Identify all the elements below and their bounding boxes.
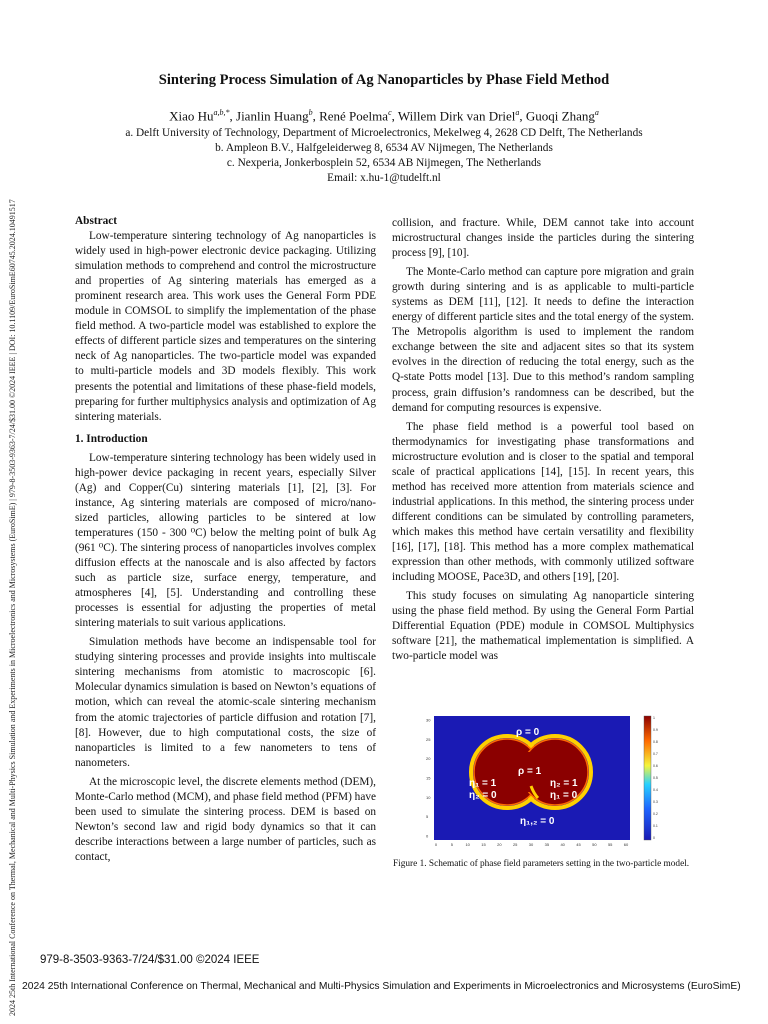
x-tick-label: 40 xyxy=(560,842,565,847)
right-column xyxy=(392,216,694,664)
label-eta-right-1: η₂ = 1 xyxy=(550,778,578,789)
x-tick-label: 45 xyxy=(576,842,581,847)
side-doi-text: 2024 25th International Conference on Thermal, Mechanical and Multi-Physics Simulation and Experiments in Microelectronics and Microsystems (EuroSimE) | 979-8-3503-9363-7/24/$31.00 ©2024 IEEE | DOI: 10.1109/EuroSimE60745.2024.10491517 xyxy=(8,199,17,1016)
y-tick-label: 0 xyxy=(426,833,429,839)
author-list xyxy=(40,108,728,124)
x-tick-label: 55 xyxy=(607,842,613,847)
x-axis-ticks xyxy=(435,842,629,847)
affiliation-a: a. Delft University of Technology, Department of Microelectronics, Mekelweg 4, 2628 CD Delft, The Netherlands xyxy=(125,127,643,139)
author-affil-sup: a xyxy=(515,108,520,117)
x-tick-label: 25 xyxy=(512,842,518,847)
author-separator: , xyxy=(519,108,526,124)
y-tick-label: 15 xyxy=(426,775,431,781)
body-paragraph: At the microscopic level, the discrete elements method (DEM), Monte-Carlo method (MCM), and phase field method (PFM) have been used to simulate the sintering process. DEM is based on Newton’s second law and rigid body dynamics so that it can describe interactions between a large number of particles, such as contact, xyxy=(75,775,376,863)
colorbar-ticks xyxy=(653,716,658,840)
body-paragraph-continued: collision, and fracture. While, DEM cannot take into account microstructural changes inside the particles during the sintering process [9], [10]. xyxy=(392,217,694,260)
colorbar-tick-label: 0 xyxy=(653,836,655,840)
label-eta-right-2: η₁ = 0 xyxy=(550,790,578,801)
label-rho-1: ρ = 1 xyxy=(518,766,542,777)
author-affil-sup: a xyxy=(594,108,599,117)
label-eta-background: η₁,₂ = 0 xyxy=(520,816,555,827)
x-tick-label: 60 xyxy=(623,842,629,847)
y-tick-label: 10 xyxy=(426,794,431,800)
author-separator: , xyxy=(391,108,398,124)
author-affil-sup: b xyxy=(308,108,313,117)
x-tick-label: 20 xyxy=(497,842,502,847)
author-name: René Poelma xyxy=(319,108,389,124)
x-tick-label: 15 xyxy=(481,842,486,847)
author-email: Email: x.hu-1@tudelft.nl xyxy=(327,172,441,184)
y-tick-label: 20 xyxy=(426,756,431,762)
figure-caption: Figure 1. Schematic of phase field parameters setting in the two-particle model. xyxy=(393,859,690,869)
label-eta-left-1: η₁ = 1 xyxy=(469,778,497,789)
figure-phase-field-schematic xyxy=(424,712,664,852)
colorbar-tick-label: 0.4 xyxy=(653,788,658,792)
body-paragraph: Simulation methods have become an indispensable tool for studying sintering processes and provide insights into multiscale sintering mechanisms from atomistic to macroscopic [6]. Molecular dynamics simulation is based on Newton’s equations of motion, which can reveal the atomic-scale sintering mechanism from the atomic trajectories of particle diffusion and rotation [7], [8]. However, due to high computational costs, the size of nanoparticles is limited to a few nanometers to tens of nanometers. xyxy=(75,636,376,769)
x-tick-label: 35 xyxy=(544,842,550,847)
colorbar-tick-label: 0.5 xyxy=(653,776,658,780)
abstract-text: Low-temperature sintering technology of Ag nanoparticles is widely used in high-power electronic device packaging. Utilizing simulation methods to comprehend and control the microstructure and properties of Ag sintering materials has emerged as a prominent research area. This work uses the General Form PDE module in COMSOL to simplify the implementation of the phase field method. A two-particle model was established to explore the effects of different particle sizes and temperatures on the sintering neck of Ag nanoparticles. The two-particle model was expanded to multi-particle models and 3D models flexibly. This work presents the potential and limitations of these phase-field models, preparing for further multiphysics analysis and optimization of Ag sintering materials. xyxy=(75,230,376,423)
y-axis-ticks xyxy=(426,718,431,839)
affiliation-c: c. Nexperia, Jonkerbosplein 52, 6534 AB Nijmegen, The Netherlands xyxy=(226,157,542,169)
body-paragraph: The Monte-Carlo method can capture pore migration and grain growth during sintering and is as applicable to multi-particle systems as DEM [11], [12]. It needs to define the interaction energy of different particle sites and the total energy of the system. The Metropolis algorithm is used to implement the random exchange between the site and adjacent sites so that its system evolves in the direction of reducing the total energy, such as the Q-state Potts model [13]. Due to this method’s random sampling process, grain diffusion’s randomness can be described, but the demand for computing resources is expensive. xyxy=(392,266,694,414)
author-name: Jianlin Huang xyxy=(236,108,309,124)
author-affil-sup: a,b,* xyxy=(213,108,230,117)
body-paragraph: Low-temperature sintering technology has been widely used in high-power device packaging in recent years, especially Silver (Ag) and Copper(Cu) sintering materials [1], [2], [3]. For instance, Ag sintering materials are composed of micro/nano-sized particles, allowing particles to be sintered at low temperatures (150 - 300 ⁰C) below the melting point of bulk Ag (961 ⁰C). The sintering process of nanoparticles involves complex diffusion effects at the nanoscale and is also affected by factors such as particle size, surface energy, temperature, and atmospheres [4], [5]. Understanding and controlling these processes is essential for adjusting the properties of metal sintering materials to suit various applications. xyxy=(75,451,376,630)
colorbar-tick-label: 0.2 xyxy=(653,812,658,816)
author-separator: , xyxy=(312,108,320,124)
author-name: Willem Dirk van Driel xyxy=(397,108,516,124)
body-paragraph: This study focuses on simulating Ag nanoparticle sintering using the phase field method. By using the General Form Partial Differential Equation (PDE) module in COMSOL Multiphysics software [21], the mathematical implementation is simplified. A two-particle model was xyxy=(392,590,694,663)
paper-title: Sintering Process Simulation of Ag Nanoparticles by Phase Field Method xyxy=(158,72,610,88)
colorbar-tick-label: 1 xyxy=(653,716,655,720)
author-affil-sup: c xyxy=(388,108,392,117)
author-separator: , xyxy=(229,108,237,124)
y-tick-label: 30 xyxy=(426,717,431,723)
colorbar-tick-label: 0.1 xyxy=(653,824,658,828)
conference-footer: 2024 25th International Conference on Thermal, Mechanical and Multi-Physics Simulation and Experiments in Microelectronics and Microsystems (EuroSimE) xyxy=(22,981,741,992)
x-tick-label: 10 xyxy=(465,842,470,847)
label-rho-0: ρ = 0 xyxy=(516,727,540,738)
author-name: Xiao Hu xyxy=(169,108,214,124)
colorbar-tick-label: 0.7 xyxy=(653,752,658,756)
introduction-heading: 1. Introduction xyxy=(75,432,148,445)
copyright-notice: 979-8-3503-9363-7/24/$31.00 ©2024 IEEE xyxy=(40,954,260,966)
x-tick-label: 50 xyxy=(592,842,597,847)
body-paragraph: The phase field method is a powerful tool based on thermodynamics for investigating phase transformations and microstructure evolution and is closer to the spatial and temporal scale of practical applications [14], [15]. In recent years, this method has received more attention from materials science and industrial applications. In this method, the sintering process under different conditions can be simulated by controlling parameters, which makes this method have certain versatility and flexibility [16], [17], [18]. This method has a more complex mathematical expression than other methods, with commonly utilized software including MOOSE, Pace3D, and others [19], [20]. xyxy=(392,420,694,584)
colorbar xyxy=(644,716,651,840)
abstract-heading: Abstract xyxy=(75,215,118,227)
x-tick-label: 30 xyxy=(528,842,534,847)
y-tick-label: 25 xyxy=(426,736,431,742)
colorbar-tick-label: 0.3 xyxy=(653,800,658,804)
colorbar-tick-label: 0.6 xyxy=(653,764,658,768)
colorbar-tick-label: 0.9 xyxy=(653,728,658,732)
author-name: Guoqi Zhang xyxy=(525,108,595,124)
x-tick-label: 0 xyxy=(434,842,438,847)
affiliation-b: b. Ampleon B.V., Halfgeleiderweg 8, 6534 AV Nijmegen, The Netherlands xyxy=(215,142,553,154)
y-tick-label: 5 xyxy=(426,814,429,820)
x-tick-label: 5 xyxy=(450,842,453,847)
left-column xyxy=(75,214,376,865)
label-eta-left-2: η₂ = 0 xyxy=(469,790,497,801)
colorbar-tick-label: 0.8 xyxy=(653,740,658,744)
